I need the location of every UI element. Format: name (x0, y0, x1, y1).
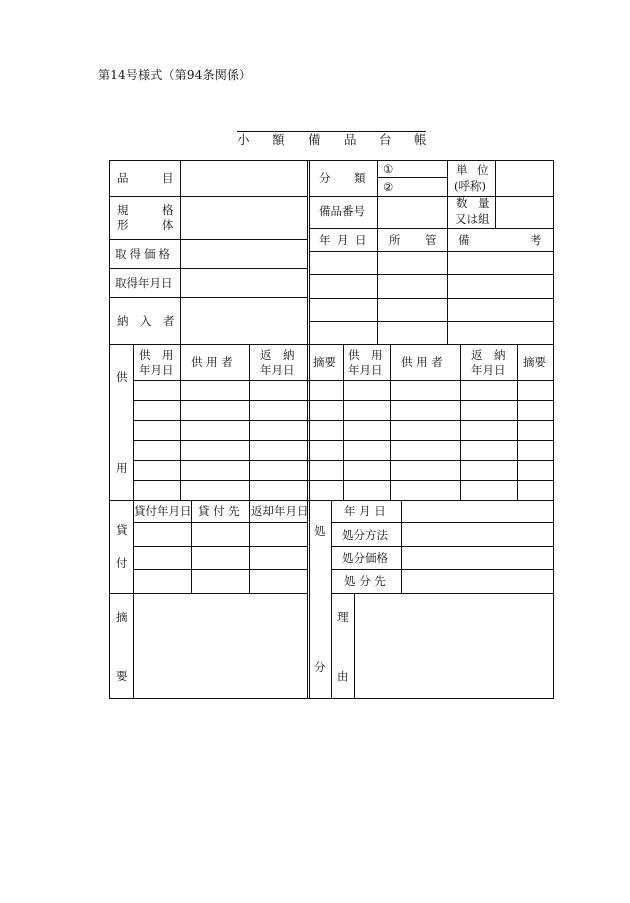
title-char: 小 (237, 132, 250, 147)
label-kyoyo-date-2: 年月日 (348, 363, 383, 377)
label-nengappi-3: 日 (355, 233, 367, 247)
label-kikaku-1: 規 (117, 203, 129, 217)
label-bunrui-1: 分 (319, 171, 331, 185)
page-title (237, 130, 427, 147)
title-char: 帳 (414, 132, 427, 147)
label-nengappi-2: 月 (337, 233, 349, 247)
title-char: 備 (308, 132, 321, 147)
label-kashitsuke-side-1: 貸 (116, 523, 128, 537)
label-biko-2: 考 (530, 233, 542, 247)
label-keitai-2: 体 (162, 218, 174, 232)
label-henkyaku-date: 返却年月日 (251, 504, 309, 518)
label-kashitsuke-saki: 貸 付 先 (198, 504, 240, 518)
label-shobun-nengappi: 年 月 日 (344, 504, 386, 518)
label-tani-2: 位 (477, 163, 489, 177)
label-nonyusha-2: 入 (140, 314, 152, 328)
label-tani-1: 単 (456, 163, 468, 177)
label-kashitsuke-date: 貸付年月日 (134, 504, 192, 518)
label-riyu-2: 由 (337, 669, 349, 683)
label-bunrui-2: 類 (354, 171, 366, 185)
label-shutoku-date: 取得年月日 (115, 276, 173, 290)
label-henno-date-2: 年月日 (260, 363, 295, 377)
label-henno-date-2: 年月日 (471, 363, 506, 377)
label-hinmoku-1: 品 (117, 171, 129, 185)
label-shobun-houhou: 処分方法 (342, 528, 388, 542)
label-shokan-1: 所 (389, 233, 401, 247)
label-bunrui-circle2: ② (383, 180, 394, 194)
title-char: 台 (379, 132, 392, 147)
label-shobun-side-2: 分 (314, 660, 326, 674)
label-suryo-1: 数 (456, 196, 468, 210)
label-kyoyosha: 供 用 者 (191, 355, 233, 369)
form-number: 第14号様式（第94条関係） (98, 68, 252, 82)
label-kosho: (呼称) (454, 179, 486, 193)
label-kikaku-2: 格 (162, 203, 174, 217)
label-keitai-1: 形 (117, 218, 129, 232)
label-bihin-bango: 備品番号 (319, 204, 365, 218)
label-kyoyosha: 供 用 者 (401, 355, 443, 369)
label-henno-date-1: 返 納 (260, 348, 295, 362)
label-tekiyo-side-2: 要 (116, 669, 128, 683)
label-kyoyo-date-1: 供 用 (139, 348, 174, 362)
label-shobun-kakaku: 処分価格 (342, 551, 388, 565)
label-tekiyo: 摘要 (523, 355, 546, 369)
label-shutoku-kakaku: 取得価格 (115, 247, 173, 261)
label-suryo-2: 量 (478, 196, 490, 210)
label-nonyusha-1: 納 (117, 314, 129, 328)
label-kyoyo-date-1: 供 用 (348, 348, 383, 362)
label-kyoyo-date-2: 年月日 (139, 363, 174, 377)
label-biko-1: 備 (458, 233, 470, 247)
label-shokan-2: 管 (425, 233, 437, 247)
label-kyoyo-side-2: 用 (116, 461, 128, 475)
label-shobun-side-1: 処 (314, 524, 326, 538)
label-hinmoku-2: 目 (162, 171, 174, 185)
label-bunrui-circle1: ① (383, 162, 394, 176)
label-mata-kumi: 又は組 (455, 212, 490, 226)
label-kashitsuke-side-2: 付 (116, 556, 128, 570)
label-nonyusha-3: 者 (163, 314, 175, 328)
title-char: 品 (344, 132, 357, 147)
label-nengappi-1: 年 (319, 233, 331, 247)
label-kyoyo-side-1: 供 (116, 370, 128, 384)
title-char: 額 (272, 132, 285, 147)
label-tekiyo: 摘要 (313, 355, 336, 369)
label-tekiyo-side-1: 摘 (116, 610, 128, 624)
label-henno-date-1: 返 納 (471, 348, 506, 362)
label-shobun-saki: 処 分 先 (344, 574, 386, 588)
label-riyu-1: 理 (337, 610, 349, 624)
